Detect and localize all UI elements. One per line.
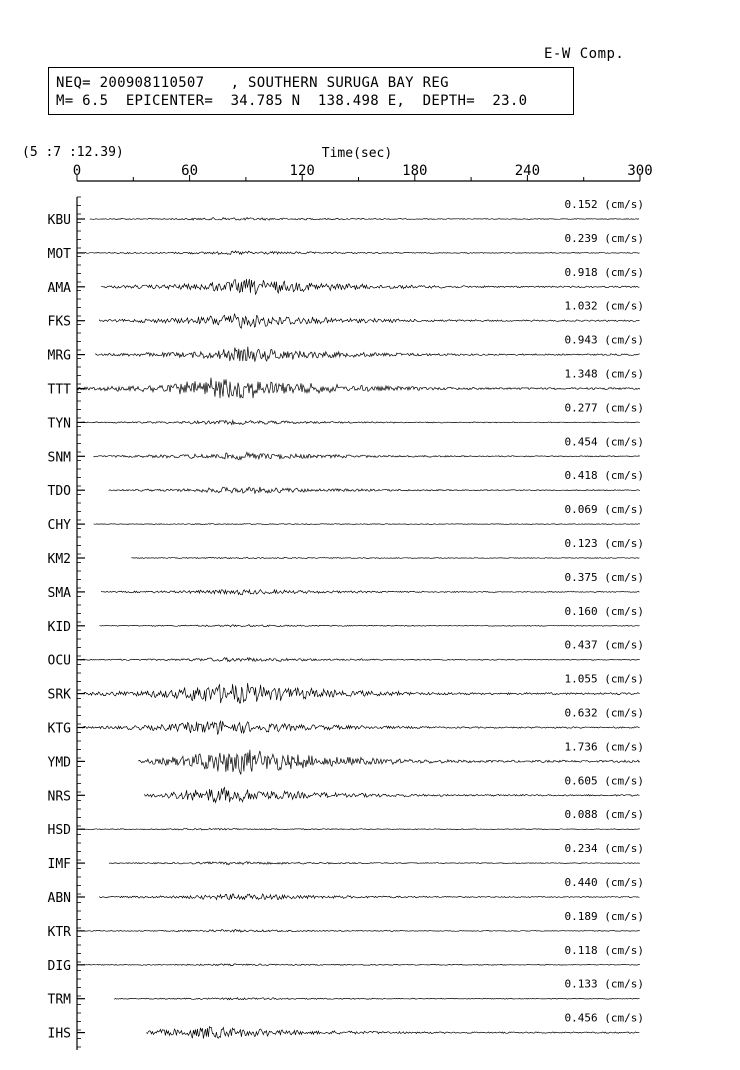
amplitude-label-tdo: 0.418 (cm/s) <box>564 469 644 483</box>
waveform-trace-tyn <box>81 420 640 424</box>
waveform-trace-ymd <box>139 750 640 775</box>
station-label-trm: TRM <box>47 992 71 1008</box>
station-label-km2: KM2 <box>47 552 71 567</box>
waveform-trace-nrs <box>145 788 640 803</box>
station-label-fks: FKS <box>47 314 71 330</box>
station-label-chy: CHY <box>47 518 71 534</box>
station-label-ymd: YMD <box>47 755 71 771</box>
station-label-snm: SNM <box>47 450 71 466</box>
amplitude-label-kid: 0.160 (cm/s) <box>564 604 644 618</box>
amplitude-label-mrg: 0.943 (cm/s) <box>564 333 644 347</box>
amplitude-label-trm: 0.133 (cm/s) <box>564 977 644 991</box>
waveform-trace-ama <box>101 279 639 294</box>
waveform-trace-srk <box>83 683 640 703</box>
waveform-trace-chy <box>94 524 640 525</box>
time-tick-label: 120 <box>289 163 315 179</box>
amplitude-label-ihs: 0.456 (cm/s) <box>564 1011 644 1025</box>
waveform-trace-dig <box>81 964 640 966</box>
waveform-trace-ktg <box>83 721 640 734</box>
waveform-trace-kid <box>100 625 640 627</box>
station-label-ktr: KTR <box>47 924 71 940</box>
waveform-trace-ttt <box>77 378 640 399</box>
amplitude-label-srk: 1.055 (cm/s) <box>564 672 644 686</box>
waveform-trace-imf <box>109 862 640 865</box>
waveform-trace-ihs <box>146 1027 639 1039</box>
waveform-trace-mrg <box>96 347 640 362</box>
amplitude-label-dig: 0.118 (cm/s) <box>564 943 644 957</box>
station-label-hsd: HSD <box>47 823 71 839</box>
amplitude-label-fks: 1.032 (cm/s) <box>564 299 644 313</box>
time-tick-label: 240 <box>514 163 541 179</box>
station-label-abn: ABN <box>47 891 71 906</box>
waveform-trace-sma <box>101 590 639 595</box>
amplitude-label-kbu: 0.152 (cm/s) <box>564 198 644 211</box>
station-label-kbu: KBU <box>47 213 71 228</box>
amplitude-label-chy: 0.069 (cm/s) <box>564 503 644 517</box>
waveform-trace-fks <box>100 314 640 329</box>
station-label-tyn: TYN <box>47 416 71 432</box>
amplitude-label-mot: 0.239 (cm/s) <box>564 231 644 245</box>
waveform-trace-hsd <box>81 828 640 830</box>
station-label-ktg: KTG <box>47 721 71 737</box>
amplitude-label-abn: 0.440 (cm/s) <box>564 876 644 889</box>
station-label-sma: SMA <box>47 585 71 601</box>
waveform-trace-mot <box>83 251 640 254</box>
time-tick-label: 300 <box>627 163 653 179</box>
amplitude-label-nrs: 0.605 (cm/s) <box>564 774 644 788</box>
amplitude-label-ocu: 0.437 (cm/s) <box>564 638 644 652</box>
station-label-ocu: OCU <box>47 653 71 669</box>
time-tick-label: 180 <box>402 163 428 179</box>
magnitude-epicenter-line: M= 6.5 EPICENTER= 34.785 N 138.498 E, DEPTH= 23.0 <box>56 93 528 109</box>
station-label-imf: IMF <box>47 857 71 873</box>
amplitude-label-km2: 0.123 (cm/s) <box>564 537 644 550</box>
amplitude-label-ktr: 0.189 (cm/s) <box>564 909 644 923</box>
amplitude-label-hsd: 0.088 (cm/s) <box>564 808 644 822</box>
station-label-ama: AMA <box>47 280 71 296</box>
station-label-tdo: TDO <box>47 484 71 500</box>
waveform-trace-km2 <box>131 557 639 558</box>
station-label-kid: KID <box>47 619 71 635</box>
amplitude-label-ttt: 1.348 (cm/s) <box>564 367 644 381</box>
amplitude-label-sma: 0.375 (cm/s) <box>564 570 644 584</box>
station-label-dig: DIG <box>47 958 71 974</box>
waveform-trace-ktr <box>81 930 640 933</box>
waveform-trace-tdo <box>109 487 640 494</box>
origin-time: (5 :7 :12.39) <box>22 145 124 160</box>
amplitude-label-imf: 0.234 (cm/s) <box>564 842 644 856</box>
component-label: E-W Comp. <box>544 46 625 62</box>
time-tick-label: 0 <box>72 163 82 179</box>
waveform-trace-trm <box>115 998 640 1000</box>
waveform-trace-snm <box>94 452 640 460</box>
waveform-trace-abn <box>100 894 640 900</box>
amplitude-label-snm: 0.454 (cm/s) <box>564 435 644 449</box>
amplitude-label-tyn: 0.277 (cm/s) <box>564 401 644 415</box>
amplitude-label-ktg: 0.632 (cm/s) <box>564 706 644 720</box>
station-label-nrs: NRS <box>47 789 71 805</box>
waveform-trace-ocu <box>81 658 640 662</box>
station-label-srk: SRK <box>47 687 71 703</box>
station-label-ihs: IHS <box>47 1026 71 1042</box>
waveform-trace-kbu <box>90 218 639 221</box>
time-axis-title: Time(sec) <box>321 146 393 161</box>
time-tick-label: 60 <box>181 163 199 179</box>
station-label-ttt: TTT <box>47 382 71 398</box>
station-label-mrg: MRG <box>47 348 71 364</box>
amplitude-label-ymd: 1.736 (cm/s) <box>564 740 644 754</box>
amplitude-label-ama: 0.918 (cm/s) <box>564 265 644 279</box>
station-label-mot: MOT <box>47 246 71 262</box>
event-id-line: NEQ= 200908110507 , SOUTHERN SURUGA BAY REG <box>56 75 449 91</box>
